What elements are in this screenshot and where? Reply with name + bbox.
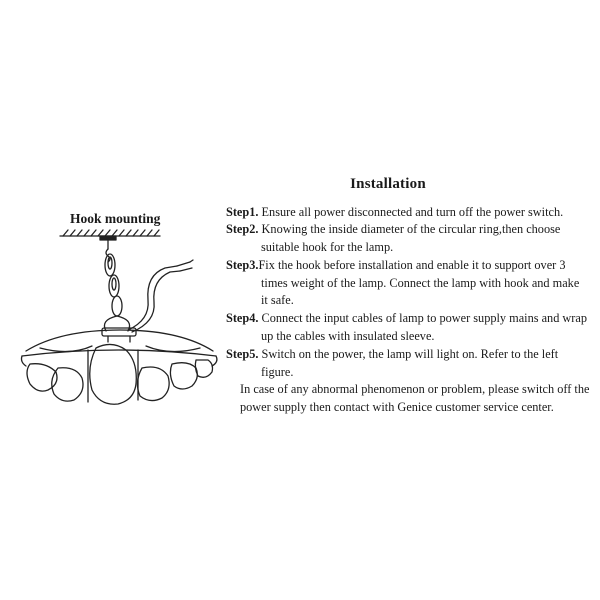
step-text: Connect the input cables of lamp to power supply mains and wrap [261,311,587,325]
step-text: Fix the hook before installation and enable it to support over 3 [258,258,566,272]
note-line: power supply then contact with Genice customer service center. [240,400,554,414]
step-label: Step2. [226,222,259,236]
note-line: In case of any abnormal phenomenon or problem, please switch off the [240,382,590,396]
page-title: Installation [350,176,426,192]
step-text: times weight of the lamp. Connect the lamp with hook and make [261,276,580,290]
step-label: Step3. [226,258,259,272]
step-label: Step5. [226,347,259,361]
ceiling-hatching [60,230,160,236]
step-text: Knowing the inside diameter of the circular ring,then choose [261,222,561,236]
hook-mounting-label: Hook mounting [70,211,161,226]
step-text: Switch on the power, the lamp will light on. Refer to the left [261,347,559,361]
step-text: up the cables with insulated sleeve. [261,329,435,343]
step-text: figure. [261,365,294,379]
step-text: it safe. [261,293,294,307]
chain [105,254,122,316]
step-text: Ensure all power disconnected and turn off the power switch. [261,205,564,219]
step-label: Step4. [226,311,259,325]
step-label: Step1. [226,205,259,219]
step-text: suitable hook for the lamp. [261,240,394,254]
